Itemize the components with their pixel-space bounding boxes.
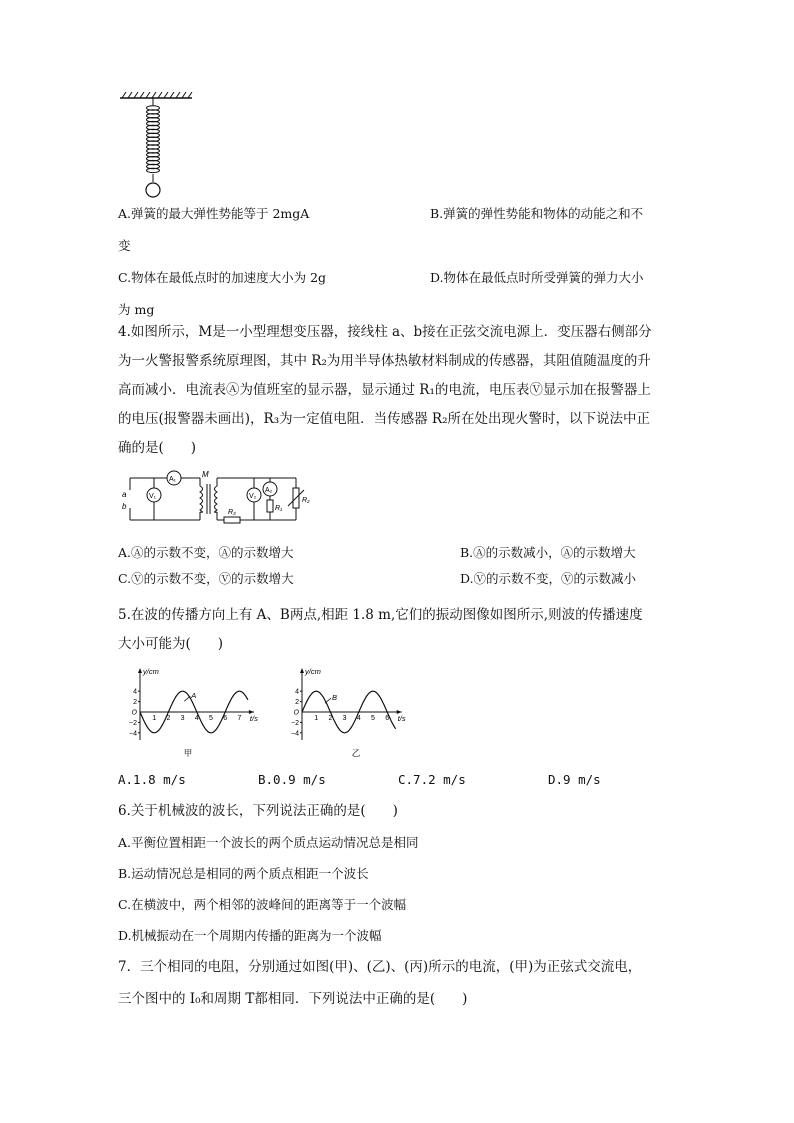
meter-a1: A₁ <box>169 476 177 483</box>
x-tick-label: 5 <box>371 715 375 722</box>
x-tick-label: 3 <box>342 715 347 722</box>
q4-stem-line2: 为一火警报警系统原理图，其中 R₂为用半导体热敏材料制成的传感器，其阻值随温度的升 <box>118 353 651 369</box>
q3-option-b: B.弹簧的弹性势能和物体的动能之和不 <box>430 206 644 221</box>
y-tick-label: −4 <box>129 730 137 738</box>
curve-label-leader <box>325 698 331 703</box>
q6-option-c: C.在横波中，两个相邻的波峰间的距离等于一个波幅 <box>118 897 407 912</box>
x-tick-label: 6 <box>385 715 390 722</box>
q4-option-d: D.Ⓥ的示数不变，Ⓥ的示数减小 <box>460 571 637 586</box>
curve-label: B <box>331 693 337 703</box>
q6-option-b: B.运动情况总是相同的两个质点相距一个波长 <box>118 866 369 881</box>
y-axis-arrow <box>300 668 304 673</box>
y-tick-label: −4 <box>291 730 299 738</box>
x-tick-label: 4 <box>356 715 361 722</box>
graph-caption: 乙 <box>351 748 361 758</box>
vibration-graph-b <box>284 664 434 762</box>
q6-option-a: A.平衡位置相距一个波长的两个质点运动情况总是相同 <box>118 835 419 850</box>
x-tick-label: 1 <box>152 715 157 722</box>
q4-stem-line1: 4.如图所示，M是一小型理想变压器，接线柱 a、b接在正弦交流电源上．变压器右侧部分 <box>118 324 652 340</box>
resistor-r3-label: R₃ <box>228 509 236 516</box>
q7-stem-line1: 7．三个相同的电阻，分别通过如图(甲)、(乙)、(丙)所示的电流，(甲)为正弦式交流电， <box>118 959 642 975</box>
y-tick-label: O <box>293 709 299 717</box>
q5-option-d: D.9 m/s <box>548 772 601 787</box>
x-tick-label: 5 <box>209 715 213 722</box>
q5-stem-line2: 大小可能为( ) <box>118 636 224 652</box>
x-tick-label: 2 <box>328 715 333 722</box>
y-tick-label: 4 <box>295 688 299 696</box>
graph-caption: 甲 <box>183 748 193 758</box>
meter-v2: V₂ <box>249 493 257 500</box>
q3-option-a: A.弹簧的最大弹性势能等于 2mgA <box>118 206 310 221</box>
q5-option-a: A.1.8 m/s <box>118 772 186 787</box>
x-tick-label: 4 <box>194 715 199 722</box>
y-axis-label: y/cm <box>143 667 159 676</box>
y-axis-label: y/cm <box>305 667 321 676</box>
x-axis-label: t/s <box>397 714 406 723</box>
x-tick-label: 7 <box>237 715 242 722</box>
terminal-b: b <box>122 502 127 511</box>
q3-option-d-cont: 为 mg <box>118 302 155 317</box>
y-axis-arrow <box>138 668 142 673</box>
meter-v1: V₁ <box>149 493 157 500</box>
y-tick-label: −2 <box>291 719 299 727</box>
resistor-r1-label: R₁ <box>275 505 283 512</box>
q3-option-c: C.物体在最低点时的加速度大小为 2g <box>118 270 327 285</box>
y-tick-label: 2 <box>295 699 299 707</box>
q7-stem-line2: 三个图中的 I₀和周期 T都相同．下列说法中正确的是( ) <box>118 991 468 1007</box>
x-tick-label: 1 <box>314 715 319 722</box>
q6-option-d: D.机械振动在一个周期内传播的距离为一个波幅 <box>118 928 382 943</box>
q3-option-b-cont: 变 <box>118 238 131 253</box>
x-tick-label: 3 <box>180 715 185 722</box>
transformer-circuit <box>120 468 320 526</box>
q4-stem-line3: 高而减小．电流表Ⓐ为值班室的显示器，显示通过 R₁的电流，电压表Ⓥ显示加在报警器上 <box>118 382 651 398</box>
y-tick-label: 4 <box>133 688 137 696</box>
q4-stem-line4: 的电压(报警器未画出)，R₃为一定值电阻．当传感器 R₂所在处出现火警时，以下说法中正 <box>118 411 650 427</box>
q4-option-a: A.Ⓐ的示数不变，Ⓐ的示数增大 <box>118 545 294 560</box>
vibration-graph-a <box>122 664 262 762</box>
x-axis-label: t/s <box>249 714 258 723</box>
y-tick-label: −2 <box>129 719 137 727</box>
q4-stem-line5: 确的是( ) <box>118 440 197 456</box>
spring-figure <box>118 92 198 202</box>
resistor-r2-label: R₂ <box>302 497 310 504</box>
y-tick-label: O <box>131 709 137 717</box>
q5-option-c: C.7.2 m/s <box>398 772 466 787</box>
curve-label-leader <box>184 696 190 701</box>
curve-label: A <box>191 691 197 701</box>
q6-stem: 6.关于机械波的波长，下列说法正确的是( ) <box>118 803 398 819</box>
q5-stem-line1: 5.在波的传播方向上有 A、B两点,相距 1.8 m,它们的振动图像如图所示,则波的传播速度 <box>118 607 643 623</box>
q3-option-d: D.物体在最低点时所受弹簧的弹力大小 <box>430 270 644 285</box>
meter-a2: A₂ <box>265 487 273 494</box>
terminal-a: a <box>122 490 127 499</box>
q5-option-b: B.0.9 m/s <box>258 772 326 787</box>
y-tick-label: 2 <box>133 699 137 707</box>
x-tick-label: 2 <box>166 715 171 722</box>
transformer-label: M <box>202 470 209 479</box>
q4-option-c: C.Ⓥ的示数不变，Ⓥ的示数增大 <box>118 571 294 586</box>
q4-option-b: B.Ⓐ的示数减小，Ⓐ的示数增大 <box>460 545 636 560</box>
x-tick-label: 6 <box>223 715 228 722</box>
